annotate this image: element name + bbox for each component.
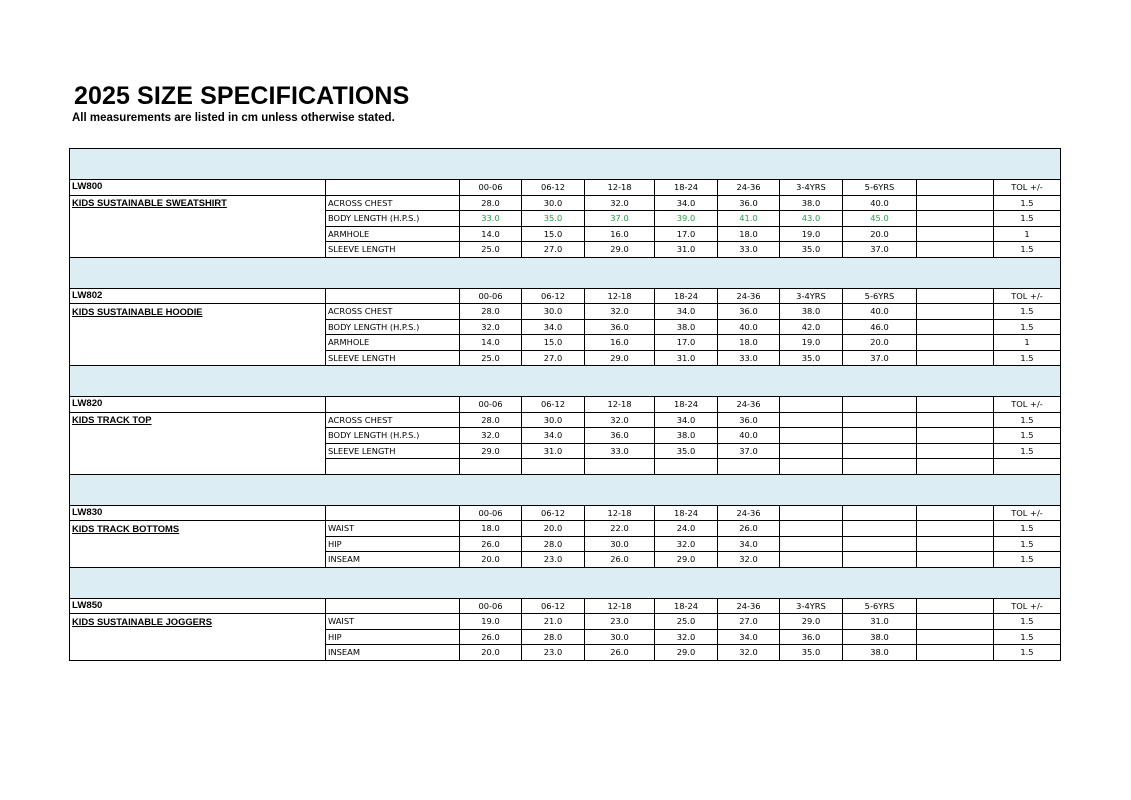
measurement-value: 17.0 xyxy=(655,226,718,242)
measurement-value: 40.0 xyxy=(718,319,780,335)
size-header: 00-06 xyxy=(460,598,522,614)
measurement-value: 18.0 xyxy=(718,226,780,242)
size-header-row xyxy=(70,397,1061,413)
measurement-value xyxy=(917,350,994,366)
size-header xyxy=(917,598,994,614)
measurement-value: 28.0 xyxy=(460,304,522,320)
section-band-cell xyxy=(70,474,1061,505)
measurement-value xyxy=(917,459,994,475)
measurement-value xyxy=(917,645,994,661)
measurement-value: 19.0 xyxy=(460,614,522,630)
size-header xyxy=(780,397,843,413)
measurement-value: 29.0 xyxy=(780,614,843,630)
tolerance-value: 1 xyxy=(994,335,1061,351)
table-row xyxy=(70,412,1061,428)
measurement-value: 20.0 xyxy=(522,521,585,537)
size-header-row xyxy=(70,180,1061,196)
table-row xyxy=(70,521,1061,537)
measurement-value xyxy=(917,195,994,211)
product-name-spacer xyxy=(70,350,326,366)
measurement-value: 42.0 xyxy=(780,319,843,335)
header-label-cell xyxy=(326,180,460,196)
product-name-spacer xyxy=(70,459,326,475)
measurement-value: 28.0 xyxy=(460,195,522,211)
section-band-cell xyxy=(70,366,1061,397)
measurement-value: 37.0 xyxy=(718,443,780,459)
measurement-value: 31.0 xyxy=(522,443,585,459)
table-row xyxy=(70,459,1061,475)
measurement-value xyxy=(843,552,917,568)
size-header: 3-4YRS xyxy=(780,288,843,304)
measurement-value: 40.0 xyxy=(843,304,917,320)
product-name-spacer xyxy=(70,629,326,645)
measurement-value: 22.0 xyxy=(585,521,655,537)
measurement-value: 38.0 xyxy=(843,629,917,645)
measurement-value: 40.0 xyxy=(843,195,917,211)
size-header: 06-12 xyxy=(522,288,585,304)
measurement-label: ACROSS CHEST xyxy=(326,304,460,320)
measurement-value: 29.0 xyxy=(655,552,718,568)
measurement-value: 34.0 xyxy=(718,629,780,645)
measurement-value: 34.0 xyxy=(655,195,718,211)
table-row xyxy=(70,645,1061,661)
table-row xyxy=(70,350,1061,366)
measurement-value: 35.0 xyxy=(780,350,843,366)
measurement-value xyxy=(843,536,917,552)
measurement-value: 20.0 xyxy=(460,552,522,568)
measurement-value: 32.0 xyxy=(655,629,718,645)
tolerance-header: TOL +/- xyxy=(994,598,1061,614)
measurement-value: 31.0 xyxy=(655,242,718,258)
measurement-value: 33.0 xyxy=(718,350,780,366)
table-row xyxy=(70,226,1061,242)
size-header: 18-24 xyxy=(655,288,718,304)
measurement-value: 32.0 xyxy=(585,304,655,320)
measurement-value: 41.0 xyxy=(718,211,780,227)
measurement-value: 25.0 xyxy=(655,614,718,630)
size-header: 00-06 xyxy=(460,180,522,196)
table-row xyxy=(70,319,1061,335)
product-name-spacer xyxy=(70,536,326,552)
product-name: KIDS SUSTAINABLE HOODIE xyxy=(70,304,326,320)
measurement-value xyxy=(780,443,843,459)
size-header: 06-12 xyxy=(522,180,585,196)
measurement-value: 20.0 xyxy=(460,645,522,661)
size-header: 06-12 xyxy=(522,505,585,521)
measurement-value: 32.0 xyxy=(460,319,522,335)
measurement-value: 45.0 xyxy=(843,211,917,227)
tolerance-value: 1.5 xyxy=(994,350,1061,366)
measurement-value: 38.0 xyxy=(655,319,718,335)
tolerance-value: 1.5 xyxy=(994,195,1061,211)
measurement-value: 20.0 xyxy=(843,226,917,242)
measurement-value: 19.0 xyxy=(780,226,843,242)
size-header xyxy=(917,397,994,413)
table-row xyxy=(70,195,1061,211)
tolerance-value: 1.5 xyxy=(994,242,1061,258)
section-band xyxy=(70,257,1061,288)
tolerance-value xyxy=(994,459,1061,475)
measurement-value: 35.0 xyxy=(780,242,843,258)
measurement-value xyxy=(780,521,843,537)
header-label-cell xyxy=(326,288,460,304)
measurement-label: BODY LENGTH (H.P.S.) xyxy=(326,319,460,335)
measurement-value: 32.0 xyxy=(655,536,718,552)
size-header: 00-06 xyxy=(460,505,522,521)
measurement-value xyxy=(917,412,994,428)
size-header-row xyxy=(70,505,1061,521)
size-header: 18-24 xyxy=(655,505,718,521)
measurement-value xyxy=(917,226,994,242)
size-header: 24-36 xyxy=(718,505,780,521)
measurement-label: ARMHOLE xyxy=(326,226,460,242)
measurement-value xyxy=(843,521,917,537)
measurement-value: 33.0 xyxy=(460,211,522,227)
measurement-label: SLEEVE LENGTH xyxy=(326,242,460,258)
measurement-label: SLEEVE LENGTH xyxy=(326,443,460,459)
table-row xyxy=(70,614,1061,630)
table-row xyxy=(70,428,1061,444)
measurement-value: 19.0 xyxy=(780,335,843,351)
product-name: KIDS SUSTAINABLE JOGGERS xyxy=(70,614,326,630)
measurement-value xyxy=(780,536,843,552)
measurement-value: 27.0 xyxy=(718,614,780,630)
measurement-value: 33.0 xyxy=(718,242,780,258)
product-name-spacer xyxy=(70,242,326,258)
product-name-spacer xyxy=(70,428,326,444)
measurement-value: 30.0 xyxy=(585,536,655,552)
measurement-value: 30.0 xyxy=(522,304,585,320)
measurement-value xyxy=(460,459,522,475)
measurement-value: 16.0 xyxy=(585,226,655,242)
measurement-value: 36.0 xyxy=(718,195,780,211)
section-band-cell xyxy=(70,149,1061,180)
tolerance-value: 1.5 xyxy=(994,211,1061,227)
product-name: KIDS SUSTAINABLE SWEATSHIRT xyxy=(70,195,326,211)
tolerance-header: TOL +/- xyxy=(994,505,1061,521)
measurement-value: 37.0 xyxy=(843,242,917,258)
tolerance-value: 1.5 xyxy=(994,521,1061,537)
measurement-value xyxy=(917,614,994,630)
product-name-spacer xyxy=(70,335,326,351)
measurement-value: 20.0 xyxy=(843,335,917,351)
product-name-spacer xyxy=(70,319,326,335)
measurement-value: 35.0 xyxy=(655,443,718,459)
tolerance-value: 1.5 xyxy=(994,536,1061,552)
measurement-value: 17.0 xyxy=(655,335,718,351)
measurement-value: 37.0 xyxy=(843,350,917,366)
tolerance-value: 1.5 xyxy=(994,552,1061,568)
measurement-label: WAIST xyxy=(326,521,460,537)
measurement-value: 29.0 xyxy=(460,443,522,459)
tolerance-value: 1.5 xyxy=(994,304,1061,320)
measurement-label: INSEAM xyxy=(326,645,460,661)
measurement-value xyxy=(522,459,585,475)
measurement-value: 34.0 xyxy=(655,412,718,428)
measurement-value: 26.0 xyxy=(585,552,655,568)
measurement-label: BODY LENGTH (H.P.S.) xyxy=(326,428,460,444)
measurement-value: 14.0 xyxy=(460,226,522,242)
size-header: 5-6YRS xyxy=(843,598,917,614)
table-row xyxy=(70,552,1061,568)
measurement-value: 26.0 xyxy=(718,521,780,537)
measurement-value: 34.0 xyxy=(522,428,585,444)
size-header xyxy=(917,288,994,304)
measurement-value xyxy=(917,629,994,645)
size-header: 18-24 xyxy=(655,598,718,614)
size-header: 12-18 xyxy=(585,288,655,304)
measurement-value: 30.0 xyxy=(522,412,585,428)
size-header-row xyxy=(70,288,1061,304)
tolerance-value: 1.5 xyxy=(994,412,1061,428)
measurement-value: 28.0 xyxy=(522,629,585,645)
product-name-spacer xyxy=(70,552,326,568)
measurement-value: 46.0 xyxy=(843,319,917,335)
size-header: 06-12 xyxy=(522,598,585,614)
measurement-value: 28.0 xyxy=(460,412,522,428)
measurement-value xyxy=(917,304,994,320)
measurement-value: 30.0 xyxy=(585,629,655,645)
table-row xyxy=(70,629,1061,645)
measurement-value xyxy=(843,428,917,444)
size-header xyxy=(780,505,843,521)
measurement-label: HIP xyxy=(326,629,460,645)
product-name-spacer xyxy=(70,645,326,661)
measurement-value: 29.0 xyxy=(655,645,718,661)
measurement-value: 38.0 xyxy=(843,645,917,661)
size-header: 00-06 xyxy=(460,397,522,413)
measurement-value: 15.0 xyxy=(522,226,585,242)
page-title: 2025 SIZE SPECIFICATIONS xyxy=(74,82,410,110)
section-band xyxy=(70,149,1061,180)
table-row xyxy=(70,242,1061,258)
size-header: 24-36 xyxy=(718,598,780,614)
measurement-value: 15.0 xyxy=(522,335,585,351)
size-header: 24-36 xyxy=(718,397,780,413)
measurement-value: 38.0 xyxy=(780,195,843,211)
size-header xyxy=(917,180,994,196)
product-code: LW802 xyxy=(70,288,326,304)
measurement-value xyxy=(585,459,655,475)
size-header: 24-36 xyxy=(718,288,780,304)
size-header-row xyxy=(70,598,1061,614)
tolerance-value: 1.5 xyxy=(994,319,1061,335)
measurement-value: 32.0 xyxy=(718,645,780,661)
table-row xyxy=(70,335,1061,351)
measurement-value: 34.0 xyxy=(655,304,718,320)
measurement-value xyxy=(843,459,917,475)
measurement-value: 29.0 xyxy=(585,242,655,258)
table-row xyxy=(70,304,1061,320)
measurement-value: 18.0 xyxy=(718,335,780,351)
tolerance-value: 1.5 xyxy=(994,428,1061,444)
size-header: 3-4YRS xyxy=(780,598,843,614)
measurement-label: ACROSS CHEST xyxy=(326,195,460,211)
size-header: 12-18 xyxy=(585,598,655,614)
measurement-value: 35.0 xyxy=(522,211,585,227)
measurement-value: 25.0 xyxy=(460,242,522,258)
measurement-value xyxy=(917,211,994,227)
tolerance-value: 1.5 xyxy=(994,614,1061,630)
product-name: KIDS TRACK BOTTOMS xyxy=(70,521,326,537)
measurement-value: 28.0 xyxy=(522,536,585,552)
size-header: 00-06 xyxy=(460,288,522,304)
measurement-value xyxy=(780,459,843,475)
tolerance-header: TOL +/- xyxy=(994,288,1061,304)
table-row xyxy=(70,443,1061,459)
size-header: 5-6YRS xyxy=(843,288,917,304)
measurement-value: 26.0 xyxy=(460,629,522,645)
measurement-value: 32.0 xyxy=(718,552,780,568)
measurement-value: 32.0 xyxy=(460,428,522,444)
table-row xyxy=(70,211,1061,227)
product-name-spacer xyxy=(70,226,326,242)
product-code: LW800 xyxy=(70,180,326,196)
measurement-value: 25.0 xyxy=(460,350,522,366)
measurement-value: 36.0 xyxy=(780,629,843,645)
measurement-label: HIP xyxy=(326,536,460,552)
section-band-cell xyxy=(70,257,1061,288)
measurement-value xyxy=(917,428,994,444)
size-header xyxy=(917,505,994,521)
measurement-value: 27.0 xyxy=(522,350,585,366)
header-label-cell xyxy=(326,598,460,614)
tolerance-value: 1.5 xyxy=(994,645,1061,661)
measurement-label: BODY LENGTH (H.P.S.) xyxy=(326,211,460,227)
size-header: 3-4YRS xyxy=(780,180,843,196)
measurement-value: 23.0 xyxy=(522,552,585,568)
measurement-value xyxy=(917,242,994,258)
size-header: 5-6YRS xyxy=(843,180,917,196)
measurement-value xyxy=(780,552,843,568)
measurement-value xyxy=(780,428,843,444)
measurement-value: 26.0 xyxy=(460,536,522,552)
measurement-value: 26.0 xyxy=(585,645,655,661)
product-code: LW820 xyxy=(70,397,326,413)
measurement-value xyxy=(718,459,780,475)
tolerance-value: 1.5 xyxy=(994,629,1061,645)
measurement-value: 38.0 xyxy=(655,428,718,444)
size-header: 12-18 xyxy=(585,505,655,521)
measurement-label: SLEEVE LENGTH xyxy=(326,350,460,366)
measurement-value: 32.0 xyxy=(585,195,655,211)
measurement-value: 23.0 xyxy=(585,614,655,630)
measurement-value: 39.0 xyxy=(655,211,718,227)
size-header: 12-18 xyxy=(585,180,655,196)
size-header: 18-24 xyxy=(655,180,718,196)
product-name-spacer xyxy=(70,443,326,459)
product-name: KIDS TRACK TOP xyxy=(70,412,326,428)
section-band-cell xyxy=(70,567,1061,598)
measurement-value: 32.0 xyxy=(585,412,655,428)
measurement-value: 31.0 xyxy=(655,350,718,366)
tolerance-header: TOL +/- xyxy=(994,180,1061,196)
tolerance-value: 1 xyxy=(994,226,1061,242)
measurement-value: 33.0 xyxy=(585,443,655,459)
measurement-value: 35.0 xyxy=(780,645,843,661)
measurement-value xyxy=(843,412,917,428)
measurement-value: 34.0 xyxy=(718,536,780,552)
measurement-label: INSEAM xyxy=(326,552,460,568)
section-band xyxy=(70,366,1061,397)
measurement-value: 34.0 xyxy=(522,319,585,335)
size-header xyxy=(843,397,917,413)
measurement-label: ARMHOLE xyxy=(326,335,460,351)
section-band xyxy=(70,474,1061,505)
measurement-value xyxy=(843,443,917,459)
measurement-value xyxy=(655,459,718,475)
product-name-spacer xyxy=(70,211,326,227)
measurement-value: 27.0 xyxy=(522,242,585,258)
page-subtitle: All measurements are listed in cm unless otherwise stated. xyxy=(72,112,395,124)
size-header: 24-36 xyxy=(718,180,780,196)
measurement-value xyxy=(917,335,994,351)
measurement-value xyxy=(917,521,994,537)
size-header: 18-24 xyxy=(655,397,718,413)
measurement-label: ACROSS CHEST xyxy=(326,412,460,428)
section-band xyxy=(70,567,1061,598)
tolerance-header: TOL +/- xyxy=(994,397,1061,413)
measurement-value: 30.0 xyxy=(522,195,585,211)
measurement-value: 36.0 xyxy=(585,428,655,444)
measurement-value: 14.0 xyxy=(460,335,522,351)
size-header: 12-18 xyxy=(585,397,655,413)
measurement-value: 23.0 xyxy=(522,645,585,661)
measurement-value xyxy=(780,412,843,428)
measurement-label xyxy=(326,459,460,475)
measurement-value: 36.0 xyxy=(585,319,655,335)
header-label-cell xyxy=(326,505,460,521)
measurement-value xyxy=(917,552,994,568)
measurement-label: WAIST xyxy=(326,614,460,630)
size-header xyxy=(843,505,917,521)
measurement-value: 21.0 xyxy=(522,614,585,630)
size-spec-table xyxy=(69,148,1061,661)
measurement-value: 18.0 xyxy=(460,521,522,537)
measurement-value: 24.0 xyxy=(655,521,718,537)
measurement-value: 40.0 xyxy=(718,428,780,444)
measurement-value xyxy=(917,443,994,459)
product-code: LW850 xyxy=(70,598,326,614)
measurement-value: 37.0 xyxy=(585,211,655,227)
measurement-value xyxy=(917,536,994,552)
measurement-value: 31.0 xyxy=(843,614,917,630)
measurement-value: 16.0 xyxy=(585,335,655,351)
size-header: 06-12 xyxy=(522,397,585,413)
header-label-cell xyxy=(326,397,460,413)
measurement-value: 29.0 xyxy=(585,350,655,366)
product-code: LW830 xyxy=(70,505,326,521)
measurement-value: 43.0 xyxy=(780,211,843,227)
table-row xyxy=(70,536,1061,552)
measurement-value: 38.0 xyxy=(780,304,843,320)
tolerance-value: 1.5 xyxy=(994,443,1061,459)
measurement-value: 36.0 xyxy=(718,412,780,428)
measurement-value: 36.0 xyxy=(718,304,780,320)
measurement-value xyxy=(917,319,994,335)
